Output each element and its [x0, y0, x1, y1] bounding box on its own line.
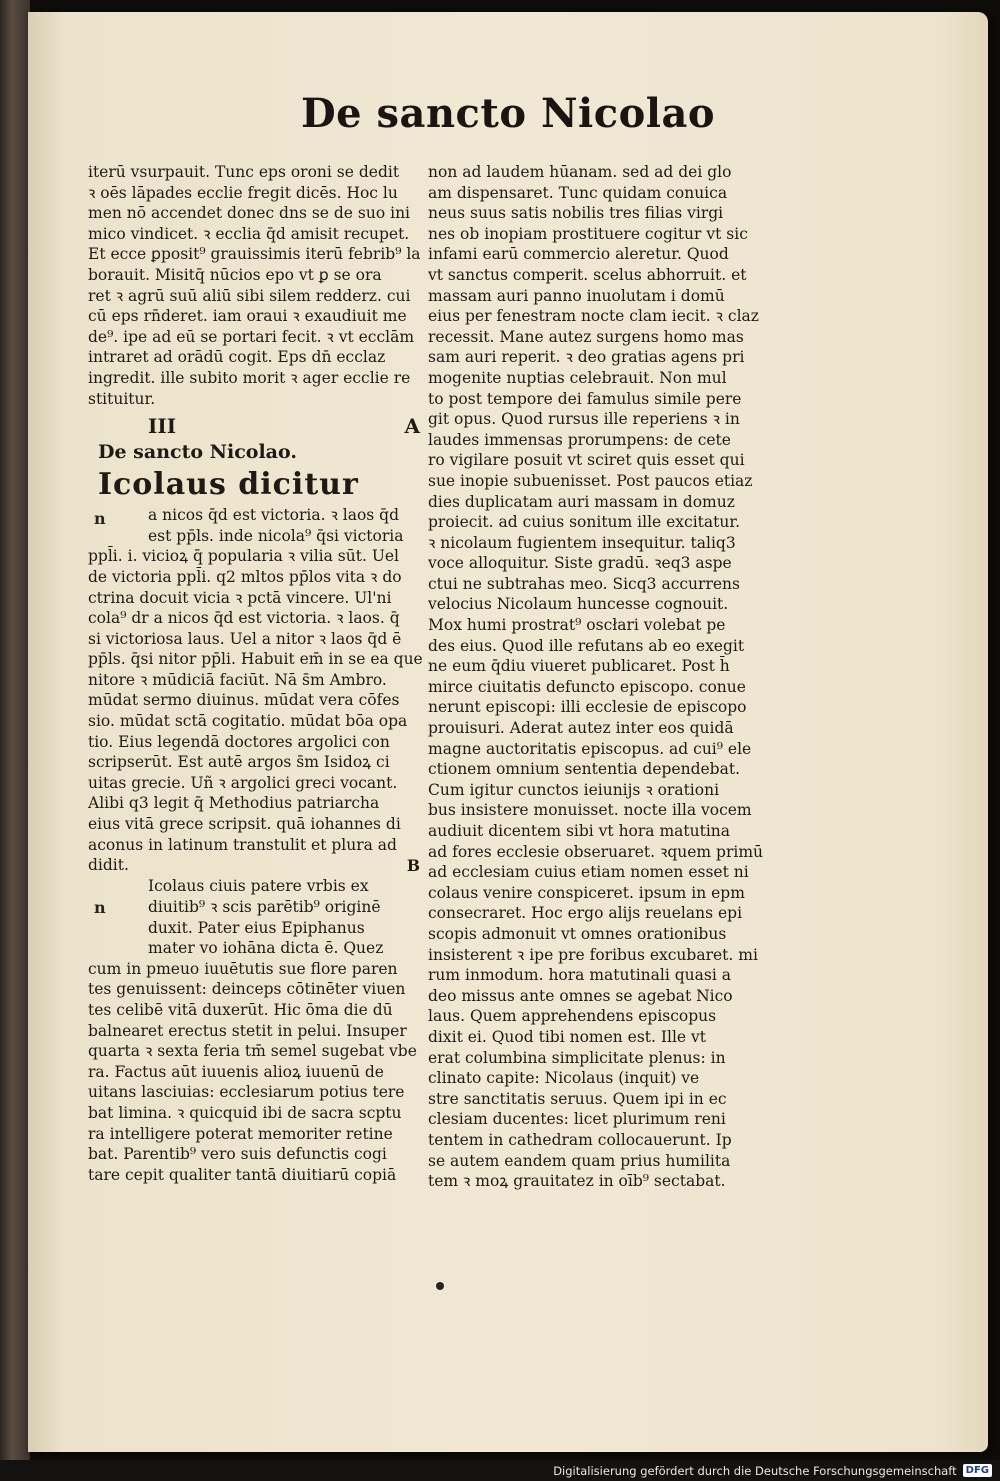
text-line: duxit. Pater eius Epiphanus	[148, 918, 365, 937]
text-line: mico vindicet. ꝛ ecclia q̄d amisit recupet.	[88, 224, 410, 243]
text-line: Cum igitur cunctos ieiunijs ꝛ orationi	[428, 780, 720, 799]
page-dot-mark	[436, 1282, 444, 1290]
text-line: dixit ei. Quod tibi nomen est. Ille vt	[428, 1027, 707, 1046]
right-column	[428, 162, 773, 1192]
text-line: nerunt episcopi: illi ecclesie de episcopo	[428, 698, 747, 717]
text-line: rum inmodum. hora matutinali quasi a	[428, 966, 731, 985]
dfg-logo: DFG	[963, 1464, 992, 1477]
incipit-heading: Icolaus dicitur	[98, 467, 359, 503]
text-line: ra intelligere poterat memoriter retine	[88, 1124, 393, 1143]
text-line: tare cepit qualiter tantā diuitiarū copiā	[88, 1165, 397, 1184]
text-line: Et ecce ꝑposit⁹ grauissimis iterū febrib⁹ la	[88, 245, 421, 264]
paragraph-block	[88, 876, 428, 1185]
chapter-number: III	[148, 414, 177, 439]
text-line: voce alloquitur. Siste gradū. ꝛeq3 aspe	[428, 554, 732, 573]
text-line: audiuit dicentem sibi vt hora matutina	[428, 822, 731, 840]
chapter-heading-row	[88, 413, 428, 439]
text-line: ppl̄i. i. vicioꝝ q̄ popularia ꝛ vilia sūt. Uel	[88, 547, 400, 566]
text-line: cum in pmeuo iuuētutis sue flore paren	[88, 959, 398, 978]
text-line: sue inopie subuenisset. Post paucos etiaz	[428, 471, 753, 490]
text-line: velocius Nicolaum huncesse cognouit.	[428, 595, 729, 614]
text-line: stituitur.	[88, 389, 156, 408]
text-line: ro vigilare posuit vt sciret quis esset qui	[428, 451, 745, 470]
text-line: tentem in cathedram collocauerunt. Ip	[428, 1130, 732, 1149]
text-line: sio. mūdat sctā cogitatio. mūdat bōa opa	[88, 712, 408, 731]
text-line: Icolaus ciuis patere vrbis ex	[148, 877, 369, 896]
text-line: laus. Quem apprehendens episcopus	[428, 1007, 717, 1026]
text-line: ꝛ oēs lāpades ecclie fregit dicēs. Hoc lu	[88, 183, 398, 202]
text-line: am dispensaret. Tunc quidam conuica	[428, 183, 728, 202]
guide-letter: n	[94, 509, 106, 529]
text-line: recessit. Mane autez surgens homo mas	[428, 327, 744, 346]
text-line: massam auri panno inuolutam i domū	[428, 286, 725, 305]
text-line: didit.	[88, 856, 129, 875]
text-line: ctionem omnium sententia dependebat.	[428, 760, 740, 779]
section-marker: B	[406, 855, 420, 875]
text-line: quarta ꝛ sexta feria tm̄ semel sugebat vbe	[88, 1042, 417, 1061]
text-line: intraret ad orādū cogit. Eps dn̄ ecclaz	[88, 348, 386, 367]
guide-letter: n	[94, 898, 106, 918]
text-line: Mox humi prostrat⁹ oscłari volebat pe	[428, 616, 726, 635]
text-line: colaus venire conspiceret. ipsum in epm	[428, 883, 745, 902]
text-line: scripserūt. Est autē argos s̄m Isidoꝝ ci	[88, 753, 390, 772]
text-line: neus suus satis nobilis tres filias virgi	[428, 204, 724, 223]
text-line: ne eum q̄diu viueret publicaret. Post h̄	[428, 657, 730, 676]
text-line: ꝛ nicolaum fugientem insequitur. taliq3	[428, 533, 736, 552]
text-line: uitans lasciuias: ecclesiarum potius tere	[88, 1083, 405, 1102]
text-line: eius vitā grece scripsit. quā iohannes di	[88, 815, 401, 834]
footer-bar	[0, 1460, 1000, 1481]
text-line: Alibi q3 legit q̄ Methodius patriarcha	[88, 794, 380, 813]
paragraph-block	[88, 505, 428, 876]
text-line: ctrina docuit vicia ꝛ pctā vincere. Ul'ni	[88, 588, 392, 607]
text-line: clesiam ducentes: licet plurimum reni	[428, 1110, 726, 1129]
text-line: eius per fenestram nocte clam iecit. ꝛ claz	[428, 307, 759, 326]
text-line: uitas grecie. Uñ ꝛ argolici greci vocant.	[88, 773, 398, 792]
text-line: consecraret. Hoc ergo alijs reuelans epi	[428, 904, 743, 923]
text-line: bus insistere monuisset. nocte illa vocem	[428, 801, 752, 820]
text-line: tes genuissent: deinceps cōtinēter viuen	[88, 980, 406, 999]
text-line: de victoria ppl̄i. q2 mltos pp̄los vita ꝛ do	[88, 567, 402, 586]
left-column	[88, 162, 428, 1185]
text-line: mogenite nuptias celebrauit. Non mul	[428, 368, 727, 387]
text-line: a nicos q̄d est victoria. ꝛ laos q̄d	[148, 506, 400, 525]
text-line: cola⁹ dr a nicos q̄d est victoria. ꝛ laos. q̄	[88, 609, 400, 628]
text-line: nitore ꝛ mūdiciā faciūt. Nā s̄m Ambro.	[88, 670, 387, 689]
text-line: magne auctoritatis episcopus. ad cui⁹ ele	[428, 739, 752, 758]
text-line: scopis admonuit vt omnes orationibus	[428, 924, 727, 943]
text-line: proiecit. ad cuius sonitum ille excitatur.	[428, 513, 740, 532]
text-line: si victoriosa laus. Uel a nitor ꝛ laos q̄d ē	[88, 629, 402, 648]
text-line: prouisuri. Aderat autez inter eos quidā	[428, 719, 734, 738]
text-line: nes ob inopiam prostituere cogitur vt sic	[428, 224, 748, 243]
text-line: dies duplicatam auri massam in domuz	[428, 492, 735, 511]
text-line: iterū vsurpauit. Tunc eps oroni se dedit	[88, 163, 400, 181]
text-line: clinato capite: Nicolaus (inquit) ve	[428, 1069, 700, 1088]
text-line: des eius. Quod ille refutans ab eo exegit	[428, 636, 745, 655]
text-line: bat limina. ꝛ quicquid ibi de sacra scptu	[88, 1103, 402, 1122]
text-line: laudes immensas prorumpens: de cete	[428, 430, 731, 449]
text-line: erat columbina simplicitate plenus: in	[428, 1048, 726, 1067]
chapter-marker: A	[404, 414, 420, 439]
text-line: tem ꝛ moꝝ grauitatez in oīb⁹ sectabat.	[428, 1172, 726, 1191]
text-line: sam auri reperit. ꝛ deo gratias agens pri	[428, 348, 745, 367]
text-line: mūdat sermo diuinus. mūdat vera cōfes	[88, 691, 400, 710]
text-line: ctui ne subtrahas meo. Sicq3 accurrens	[428, 574, 740, 593]
text-line: de⁹. ipe ad eū se portari fecit. ꝛ vt ecclām	[88, 327, 415, 346]
text-line: ingredit. ille subito morit ꝛ ager ecclie re	[88, 368, 411, 387]
text-line: ad fores ecclesie obseruaret. ꝛquem primū	[428, 842, 763, 861]
text-line: balnearet erectus stetit in pelui. Insuper	[88, 1021, 407, 1040]
text-line: vt sanctus comperit. scelus abhorruit. et	[428, 265, 747, 284]
chapter-title: De sancto Nicolao.	[98, 441, 297, 464]
book-binding	[0, 0, 30, 1460]
text-line: aconus in latinum transtulit et plura ad	[88, 835, 397, 854]
text-line: deo missus ante omnes se agebat Nico	[428, 986, 733, 1005]
text-line: insisterent ꝛ ipe pre foribus excubaret. mi	[428, 945, 758, 964]
text-line: tio. Eius legendā doctores argolici con	[88, 732, 390, 751]
book-page	[28, 12, 988, 1452]
text-line: pp̄ls. q̄si nitor pp̄li. Habuit em̄ in se ea que	[88, 650, 423, 669]
text-line: borauit. Misitq̄ nūcios epo vt ꝑ se ora	[88, 265, 382, 284]
text-line: git opus. Quod rursus ille reperiens ꝛ in	[428, 410, 740, 429]
text-line: est pp̄ls. inde nicola⁹ q̄si victoria	[148, 526, 404, 545]
text-line: non ad laudem hūanam. sed ad dei glo	[428, 163, 732, 181]
text-line: bat. Parentib⁹ vero suis defunctis cogi	[88, 1145, 387, 1164]
text-line: stre sanctitatis seruus. Quem ipi in ec	[428, 1089, 727, 1108]
running-head: De sancto Nicolao	[300, 90, 716, 137]
text-line: ret ꝛ agrū suū aliū sibi silem redderz. cui	[88, 286, 411, 305]
text-line: mater vo iohāna dicta ē. Quez	[148, 939, 384, 958]
text-line: ra. Factus aūt iuuenis alioꝝ iuuenū de	[88, 1062, 384, 1081]
text-line: diuitib⁹ ꝛ scis parētib⁹ originē	[148, 898, 381, 916]
text-line: mirce ciuitatis defuncto episcopo. conue	[428, 677, 746, 696]
text-line: tes celibē vitā duxerūt. Hic ōma die dū	[88, 1000, 393, 1019]
text-line: se autem eandem quam prius humilita	[428, 1151, 731, 1170]
text-line: cū eps rn̄deret. iam oraui ꝛ exaudiuit me	[88, 307, 407, 326]
text-line: to post tempore dei famulus simile pere	[428, 389, 742, 408]
text-line: men nō accendet donec dns se de suo ini	[88, 204, 411, 223]
text-line: infami earū commercio aleretur. Quod	[428, 245, 729, 264]
footer-credit: Digitalisierung gefördert durch die Deutsche Forschungsgemeinschaft	[553, 1463, 957, 1478]
text-line: ad ecclesiam cuius etiam nomen esset ni	[428, 863, 749, 882]
